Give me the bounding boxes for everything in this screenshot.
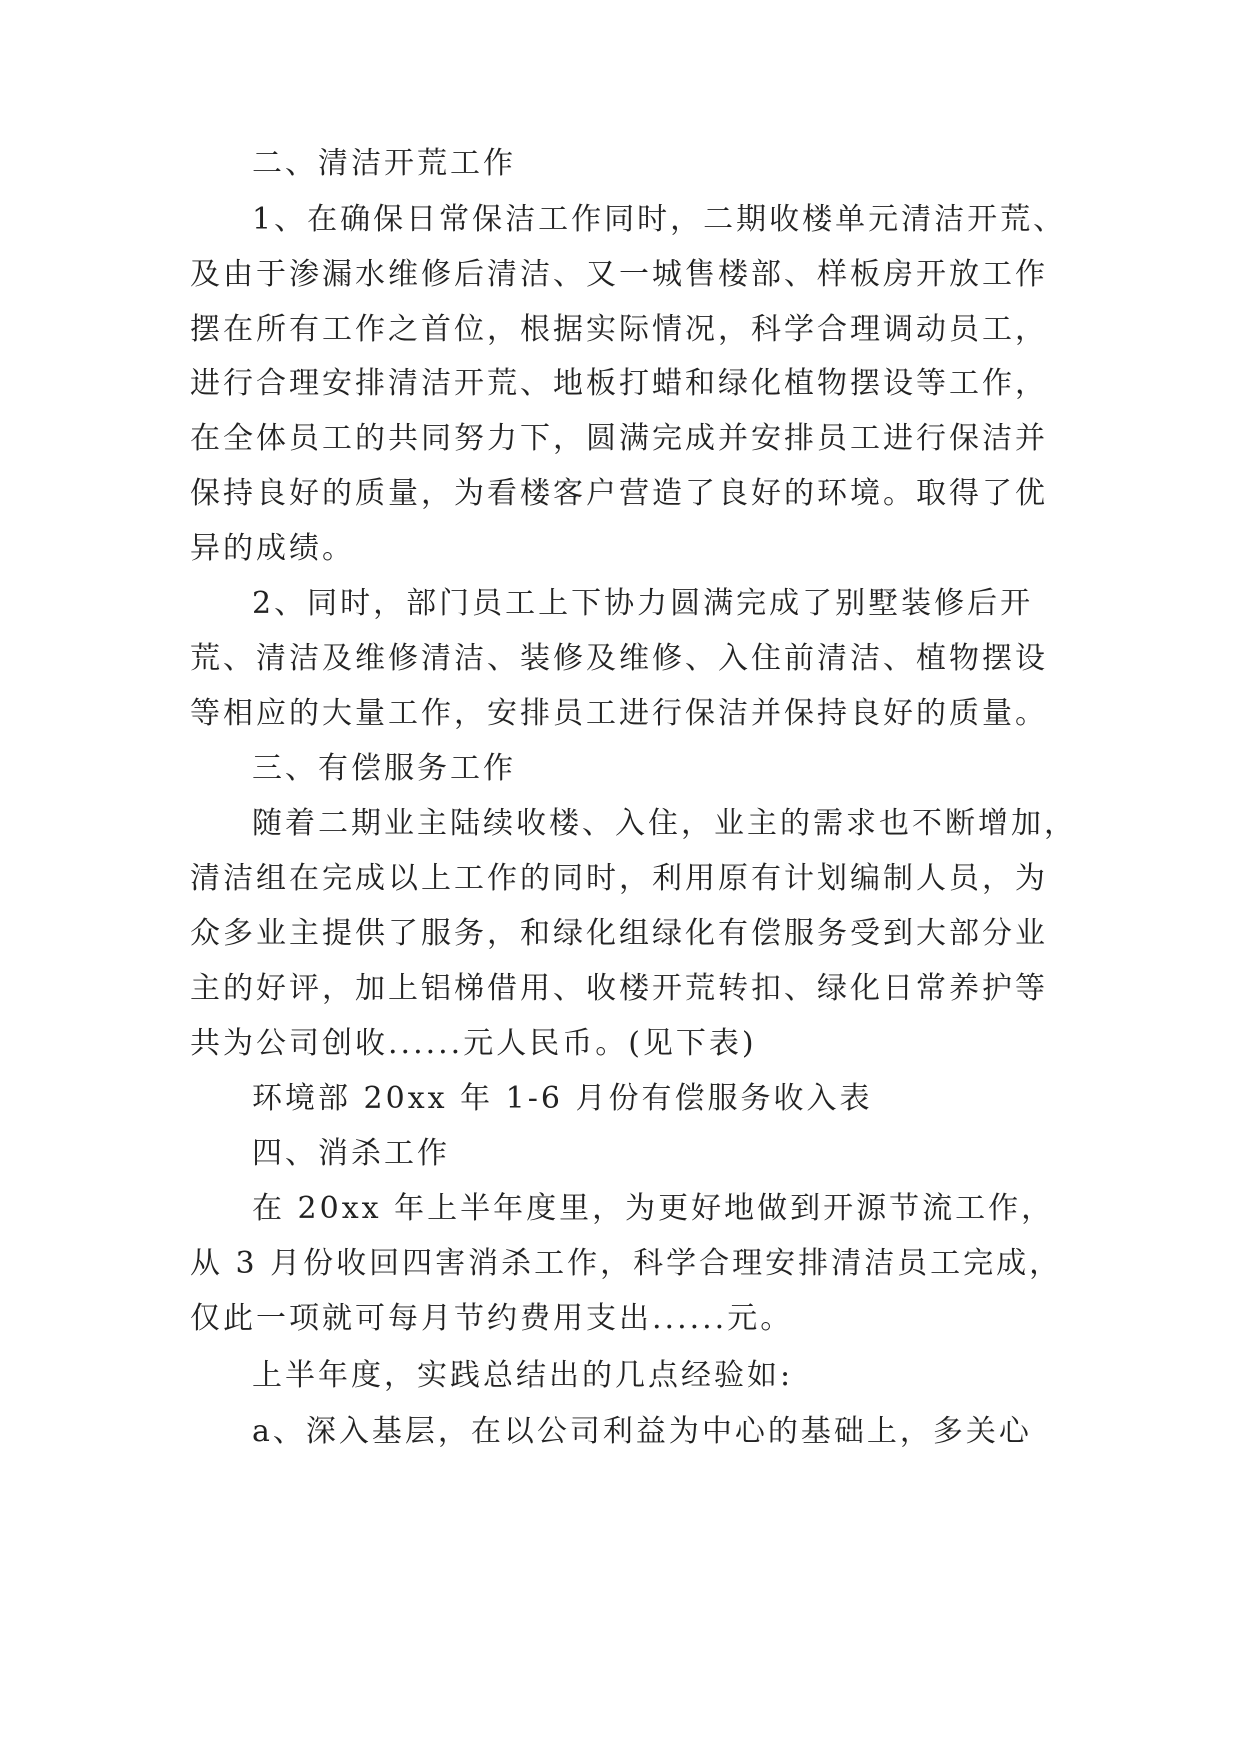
paragraph-line: 在 20xx 年上半年度里，为更好地做到开源节流工作， bbox=[252, 1191, 1055, 1226]
paragraph-line: 从 3 月份收回四害消杀工作，科学合理安排清洁员工完成， bbox=[190, 1246, 1063, 1281]
paragraph-line: 随着二期业主陆续收楼、入住，业主的需求也不断增加， bbox=[252, 806, 1077, 841]
paragraph-line: 1、在确保日常保洁工作同时，二期收楼单元清洁开荒、 bbox=[252, 202, 1067, 237]
paragraph-line: 进行合理安排清洁开荒、地板打蜡和绿化植物摆设等工作， bbox=[190, 366, 1048, 401]
paragraph-line: 荒、清洁及维修清洁、装修及维修、入住前清洁、植物摆设 bbox=[190, 641, 1048, 676]
table-caption: 环境部 20xx 年 1-6 月份有偿服务收入表 bbox=[252, 1081, 873, 1116]
paragraph-line: a、深入基层，在以公司利益为中心的基础上，多关心 bbox=[252, 1414, 1032, 1449]
paragraph-line: 2、同时，部门员工上下协力圆满完成了别墅装修后开 bbox=[252, 586, 1034, 621]
paragraph-line: 保持良好的质量，为看楼客户营造了良好的环境。取得了优 bbox=[190, 476, 1048, 511]
paragraph-line: 上半年度，实践总结出的几点经验如: bbox=[252, 1358, 794, 1393]
paragraph-line: 及由于渗漏水维修后清洁、又一城售楼部、样板房开放工作 bbox=[190, 257, 1048, 292]
paragraph-line: 主的好评，加上铝梯借用、收楼开荒转扣、绿化日常养护等 bbox=[190, 971, 1048, 1006]
section-heading-paid-service: 三、有偿服务工作 bbox=[252, 751, 516, 786]
paragraph-line: 仅此一项就可每月节约费用支出......元。 bbox=[190, 1301, 794, 1336]
paragraph-line: 等相应的大量工作，安排员工进行保洁并保持良好的质量。 bbox=[190, 696, 1048, 731]
paragraph-line: 在全体员工的共同努力下，圆满完成并安排员工进行保洁并 bbox=[190, 421, 1048, 456]
paragraph-line: 众多业主提供了服务，和绿化组绿化有偿服务受到大部分业 bbox=[190, 916, 1048, 951]
section-heading-cleaning: 二、清洁开荒工作 bbox=[252, 146, 516, 181]
paragraph-line: 清洁组在完成以上工作的同时，利用原有计划编制人员，为 bbox=[190, 861, 1048, 896]
paragraph-line: 异的成绩。 bbox=[190, 531, 355, 566]
paragraph-line: 共为公司创收......元人民币。(见下表) bbox=[190, 1026, 757, 1061]
paragraph-line: 摆在所有工作之首位，根据实际情况，科学合理调动员工， bbox=[190, 312, 1048, 347]
section-heading-disinfection: 四、消杀工作 bbox=[252, 1136, 450, 1171]
